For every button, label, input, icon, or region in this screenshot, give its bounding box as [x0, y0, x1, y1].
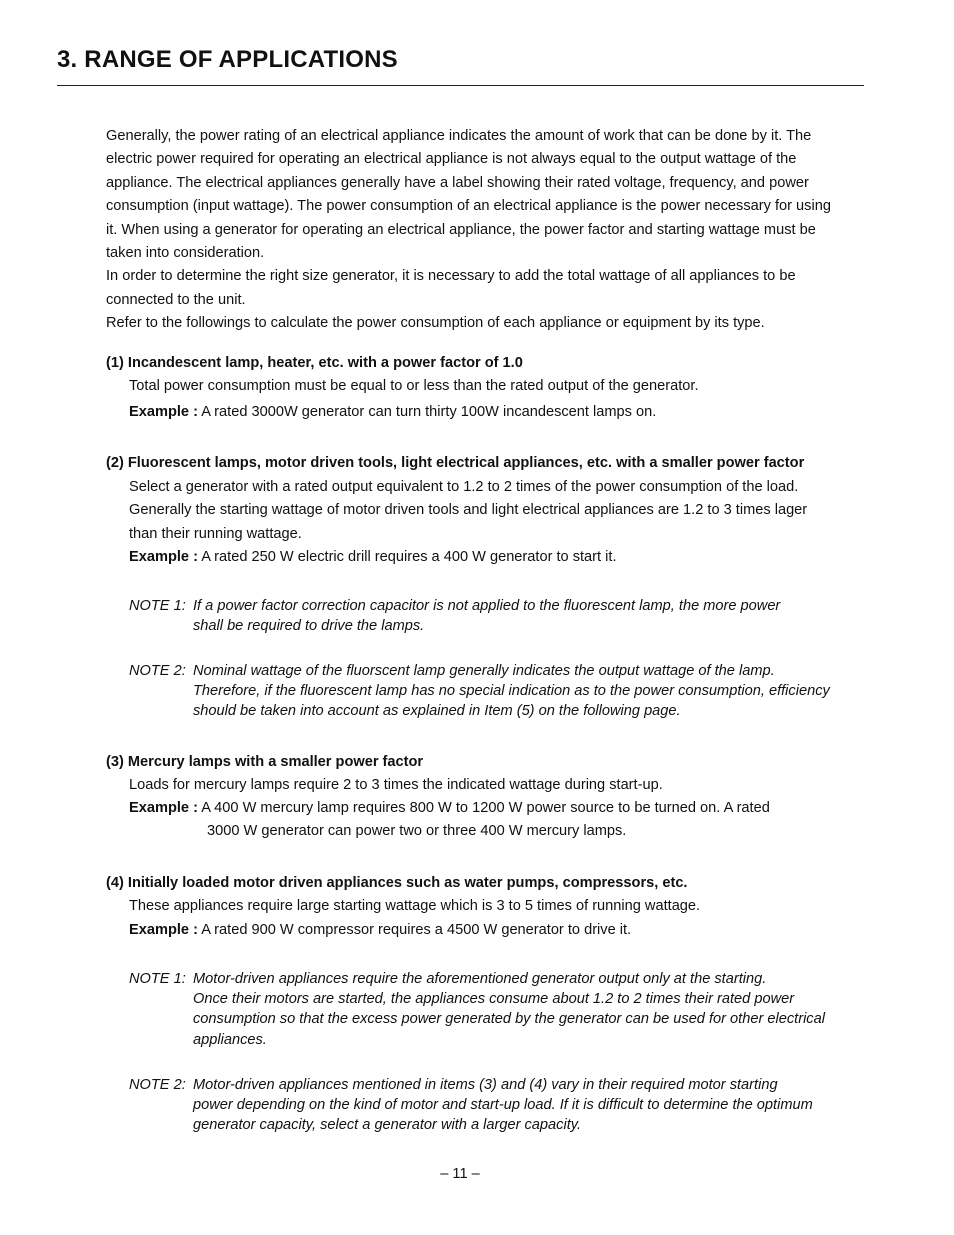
example-text: A rated 250 W electric drill requires a 400 W generator to start it.	[201, 549, 617, 565]
note-text: If a power factor correction capacitor is not applied to the fluorescent lamp, the more power	[193, 598, 781, 614]
note-text-continued: Once their motors are started, the appliances consume about 1.2 to 2 times their rated power consumption so that the excess power generated by the generator can be used for other electrical appliances.	[193, 991, 825, 1048]
example-text-continued: 3000 W generator can power two or three 400 W mercury lamps.	[207, 823, 627, 840]
note-text-continued: power depending on the kind of motor and start-up load. If it is difficult to determine the optimum generator capacity, select a generator with a larger capacity.	[193, 1097, 813, 1134]
example-label: Example :	[129, 922, 198, 938]
note-text-continued: shall be required to drive the lamps.	[193, 618, 425, 635]
section-4-example	[129, 919, 829, 942]
section-4-note-2	[129, 1075, 849, 1136]
page-number: – 11 –	[440, 1166, 480, 1182]
intro-paragraph-2: In order to determine the right size generator, it is necessary to add the total wattage of all appliances to be connected to the unit.	[106, 268, 796, 308]
note-text: Nominal wattage of the fluorscent lamp generally indicates the output wattage of the lamp.	[193, 663, 775, 679]
section-3-body: Loads for mercury lamps require 2 to 3 times the indicated wattage during start-up.	[129, 777, 663, 793]
note-label: NOTE 2:	[129, 663, 186, 679]
example-label: Example :	[129, 549, 198, 565]
note-text: Motor-driven appliances mentioned in items (3) and (4) vary in their required motor starting	[193, 1077, 778, 1093]
section-2-note-1	[129, 596, 849, 636]
title-divider	[57, 85, 864, 86]
note-label: NOTE 2:	[129, 1077, 186, 1093]
section-1-heading: (1) Incandescent lamp, heater, etc. with a power factor of 1.0	[106, 355, 523, 371]
section-4-note-1	[129, 969, 849, 1050]
example-label: Example :	[129, 404, 198, 420]
intro-paragraph-3: Refer to the followings to calculate the power consumption of each appliance or equipment by its type.	[106, 315, 765, 332]
section-4-heading: (4) Initially loaded motor driven appliances such as water pumps, compressors, etc.	[106, 875, 688, 891]
intro-paragraph-1: Generally, the power rating of an electrical appliance indicates the amount of work that can be done by it. The electric power required for operating an electrical appliance is not always equal to the output wattage of the appliance. The electrical appliances generally have a label showing their rated voltage, frequency, and power consumption (input wattage). The power consumption of an electrical appliance is the power necessary for using it. When using a generator for operating an electrical appliance, the power factor and starting wattage must be taken into consideration.	[106, 128, 831, 262]
note-label: NOTE 1:	[129, 971, 186, 987]
example-label: Example :	[129, 800, 198, 816]
section-4-body: These appliances require large starting wattage which is 3 to 5 times of running wattage.	[129, 898, 701, 914]
example-text: A rated 900 W compressor requires a 4500 W generator to drive it.	[201, 922, 632, 938]
section-1-body: Total power consumption must be equal to or less than the rated output of the generator.	[129, 378, 699, 394]
example-text: A 400 W mercury lamp requires 800 W to 1200 W power source to be turned on. A rated	[201, 800, 770, 816]
section-3-heading: (3) Mercury lamps with a smaller power factor	[106, 754, 424, 770]
section-2-example	[129, 546, 829, 569]
intro-text	[106, 125, 846, 336]
section-2-heading: (2) Fluorescent lamps, motor driven tools, light electrical appliances, etc. with a smaller power factor	[106, 455, 805, 471]
section-1-example	[129, 401, 829, 424]
note-label: NOTE 1:	[129, 598, 186, 614]
section-2-body: Select a generator with a rated output equivalent to 1.2 to 2 times of the power consumption of the load. Generally the starting wattage of motor driven tools and light electrical appliances are 1.2 to 3 times lager than their running wattage.	[129, 479, 808, 542]
section-3-example	[129, 797, 829, 844]
note-text-continued: Therefore, if the fluorescent lamp has no special indication as to the power consumption, efficiency should be taken into account as explained in Item (5) on the following page.	[193, 683, 830, 720]
page-title: 3. RANGE OF APPLICATIONS	[57, 46, 398, 73]
note-text: Motor-driven appliances require the aforementioned generator output only at the starting.	[193, 971, 767, 987]
example-text: A rated 3000W generator can turn thirty 100W incandescent lamps on.	[201, 404, 657, 420]
section-2-note-2	[129, 661, 849, 722]
